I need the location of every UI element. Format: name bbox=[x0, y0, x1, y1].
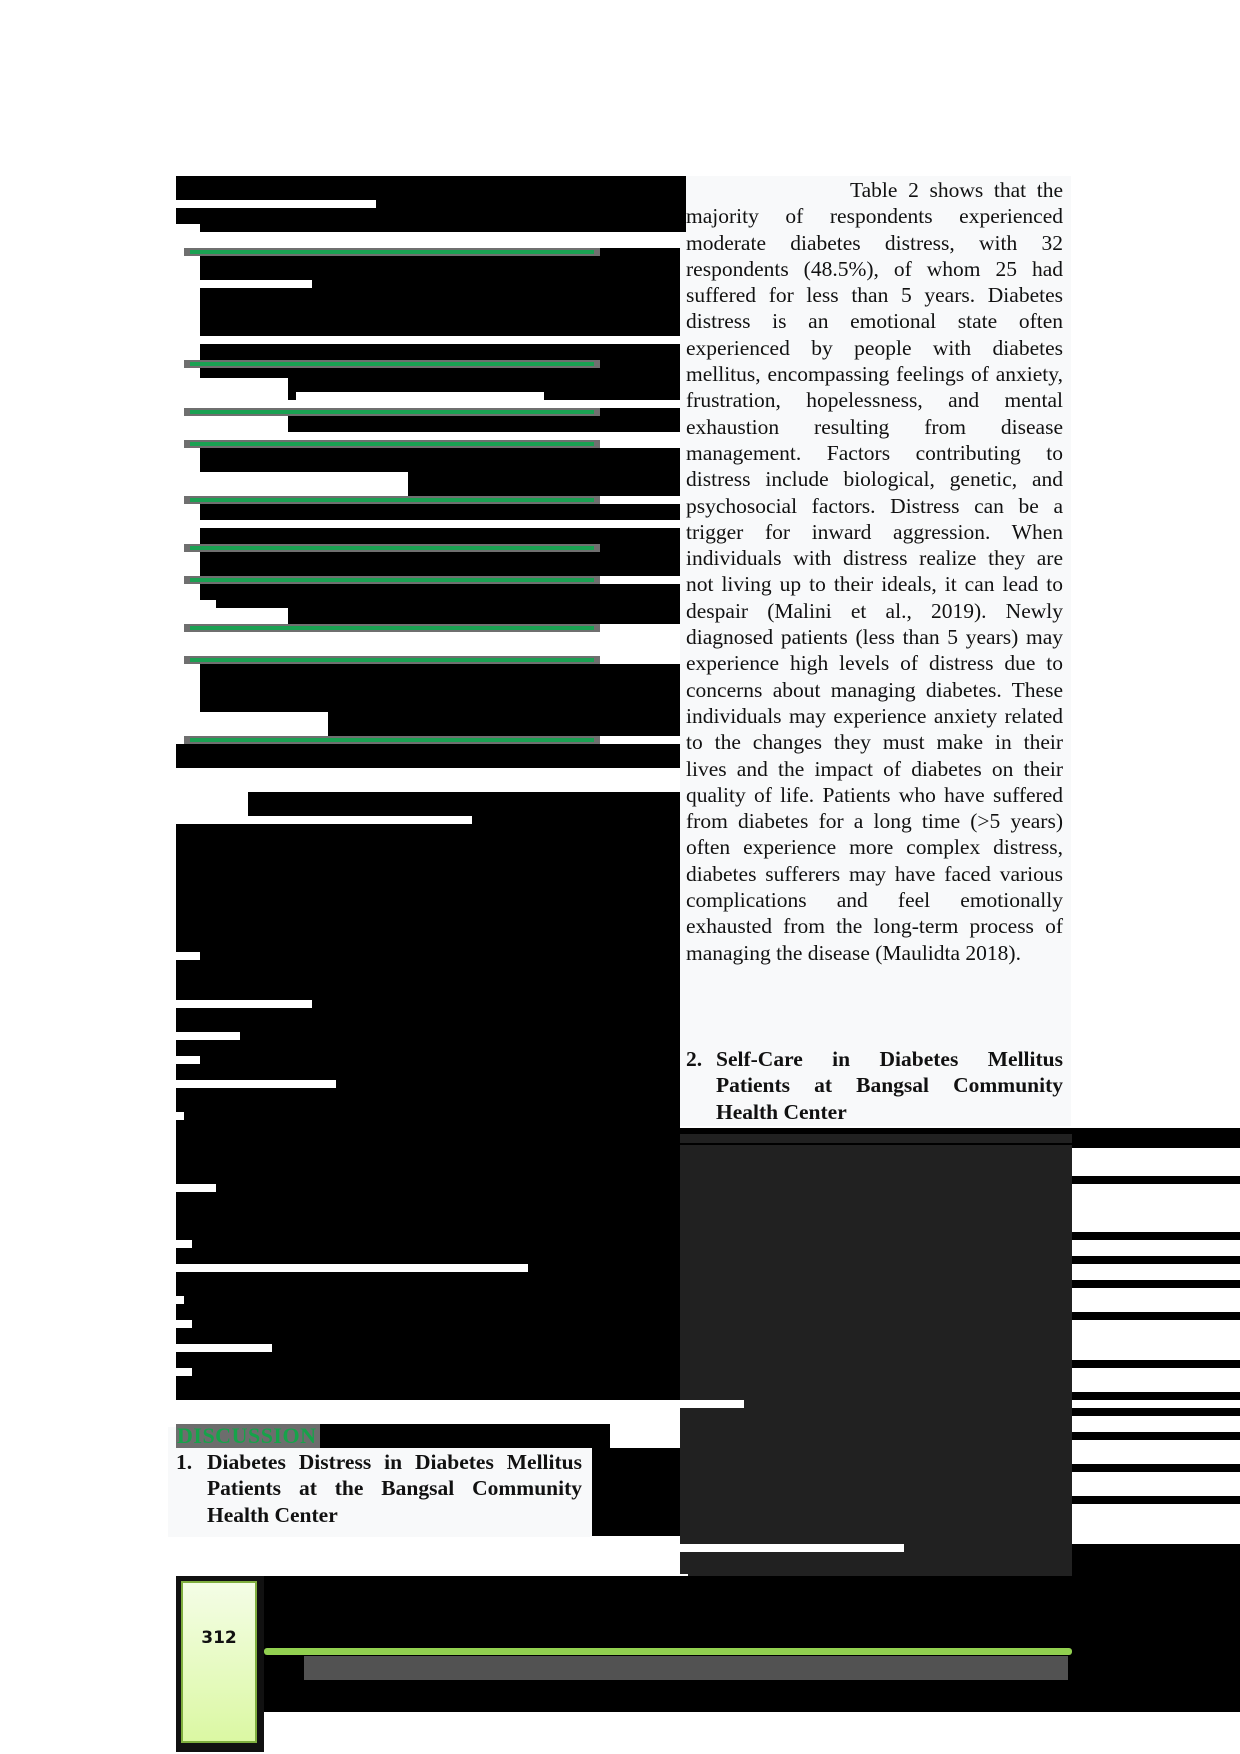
redaction-block bbox=[1072, 1256, 1240, 1264]
redaction-block bbox=[248, 792, 680, 816]
redaction-block bbox=[376, 200, 680, 208]
page-number-box bbox=[181, 1581, 257, 1743]
redaction-block bbox=[176, 1304, 680, 1320]
redaction-block bbox=[176, 1088, 680, 1112]
gap bbox=[680, 1400, 744, 1408]
gap bbox=[200, 600, 216, 608]
redaction-block bbox=[176, 1064, 680, 1080]
redaction-block bbox=[200, 952, 680, 960]
redaction-block bbox=[1072, 1360, 1240, 1368]
redaction-block bbox=[176, 1352, 680, 1368]
redaction-block bbox=[1072, 1392, 1240, 1400]
gap bbox=[200, 472, 408, 496]
redaction-block bbox=[528, 1264, 680, 1272]
table-rule bbox=[184, 544, 600, 552]
redaction-block bbox=[176, 1272, 680, 1296]
redaction-block bbox=[176, 208, 680, 224]
redaction-block bbox=[592, 1448, 680, 1536]
paragraph-text: Table 2 shows that the majority of respondents experienced moderate diabetes distress, with 32 respondents (48.5%), of whom 25 had suffered for less than 5 years. Diabetes distress is an emotional state often experienced by people with diabetes mellitus, encompassing feelings of anxiety, frustration, hopelessness, and mental exhaustion resulting from disease management. Factors contributing to distress include biological, genetic, and psychosocial factors. Distress can be a trigger for inward aggression. When individuals with distress realize they are not living up to their ideals, it can lead to despair (Malini et al., 2019). Newly diagnosed patients (less than 5 years) may experience high levels of distress due to concerns about managing diabetes. These individuals may experience anxiety related to the changes they must make in their lives and the impact of diabetes on their quality of life. Patients who have suffered from diabetes for a long time (>5 years) often experience more complex distress, diabetes sufferers may have faced various complications and feel emotionally exhausted from the long-term process of managing the disease (Maulidta 2018). bbox=[686, 178, 1063, 965]
redaction-block bbox=[216, 1184, 680, 1192]
redaction-block bbox=[176, 1040, 680, 1056]
redaction-block bbox=[176, 1120, 680, 1184]
paragraph-diabetes-distress bbox=[686, 177, 1063, 966]
redaction-block bbox=[1072, 1464, 1240, 1472]
redaction-block bbox=[176, 744, 680, 768]
redaction-block bbox=[200, 248, 680, 336]
redaction-block bbox=[200, 1056, 680, 1064]
gap bbox=[200, 280, 312, 288]
redaction-block bbox=[680, 1143, 1240, 1145]
table-rule bbox=[184, 440, 600, 448]
table-rule bbox=[184, 360, 600, 368]
table-rule bbox=[184, 248, 600, 256]
redaction-block bbox=[176, 1192, 680, 1240]
redaction-block bbox=[336, 1080, 680, 1088]
pixelated-text-block bbox=[688, 1560, 1072, 1576]
redaction-block bbox=[328, 712, 680, 736]
redaction-block bbox=[1072, 1176, 1240, 1184]
section-heading-discussion: DISCUSSION bbox=[176, 1424, 321, 1448]
redaction-block bbox=[240, 1032, 680, 1040]
pixelated-text-block bbox=[680, 1134, 1072, 1574]
redaction-block bbox=[1072, 1232, 1240, 1240]
subheading-number: 1. bbox=[176, 1450, 193, 1474]
redaction-block bbox=[1072, 1544, 1240, 1552]
footer-green-rule bbox=[264, 1648, 1072, 1655]
gap bbox=[296, 392, 544, 408]
table-rule bbox=[184, 576, 600, 584]
subheading-number: 2. bbox=[686, 1047, 703, 1071]
gap bbox=[680, 1544, 904, 1552]
redaction-block bbox=[408, 472, 680, 496]
redaction-block bbox=[1072, 1496, 1240, 1504]
page-number: 312 bbox=[201, 1628, 237, 1648]
redaction-block bbox=[176, 1248, 680, 1264]
table-rule bbox=[184, 624, 600, 632]
footer-journal-info-redacted bbox=[304, 1656, 1068, 1680]
redaction-block bbox=[184, 1112, 680, 1120]
table-rule bbox=[184, 496, 600, 504]
table-rule bbox=[184, 408, 600, 416]
redaction-block bbox=[1072, 1432, 1240, 1440]
redaction-block bbox=[200, 664, 680, 712]
redaction-block bbox=[192, 1368, 680, 1376]
subheading-diabetes-distress bbox=[176, 1449, 582, 1528]
redaction-block bbox=[200, 504, 680, 520]
redaction-block bbox=[1072, 1408, 1240, 1416]
table-rule bbox=[184, 736, 600, 744]
redaction-block bbox=[320, 1424, 610, 1448]
redaction-block bbox=[176, 1328, 680, 1344]
subheading-text: Self-Care in Diabetes Mellitus Patients at Bangsal Community Health Center bbox=[716, 1047, 1063, 1124]
redaction-block bbox=[192, 1320, 680, 1328]
redaction-block bbox=[176, 824, 680, 952]
redaction-block bbox=[184, 1296, 680, 1304]
redaction-block bbox=[176, 176, 680, 200]
redaction-block bbox=[176, 1008, 680, 1032]
redaction-block bbox=[192, 1240, 680, 1248]
redaction-block bbox=[1072, 1312, 1240, 1320]
redaction-block bbox=[272, 1344, 680, 1352]
redaction-block bbox=[176, 1376, 680, 1400]
redaction-block bbox=[200, 224, 680, 232]
redaction-block bbox=[200, 528, 680, 576]
redaction-block bbox=[176, 960, 680, 1000]
gap bbox=[200, 608, 288, 624]
redaction-block bbox=[1072, 1552, 1240, 1576]
table-rule bbox=[184, 656, 600, 664]
redaction-block bbox=[312, 1000, 680, 1008]
subheading-self-care bbox=[686, 1046, 1063, 1125]
footer-redaction-block bbox=[264, 1576, 1240, 1712]
subheading-text: Diabetes Distress in Diabetes Mellitus Patients at the Bangsal Community Health Center bbox=[207, 1450, 582, 1527]
redaction-block bbox=[1072, 1280, 1240, 1288]
redaction-block bbox=[472, 816, 680, 824]
